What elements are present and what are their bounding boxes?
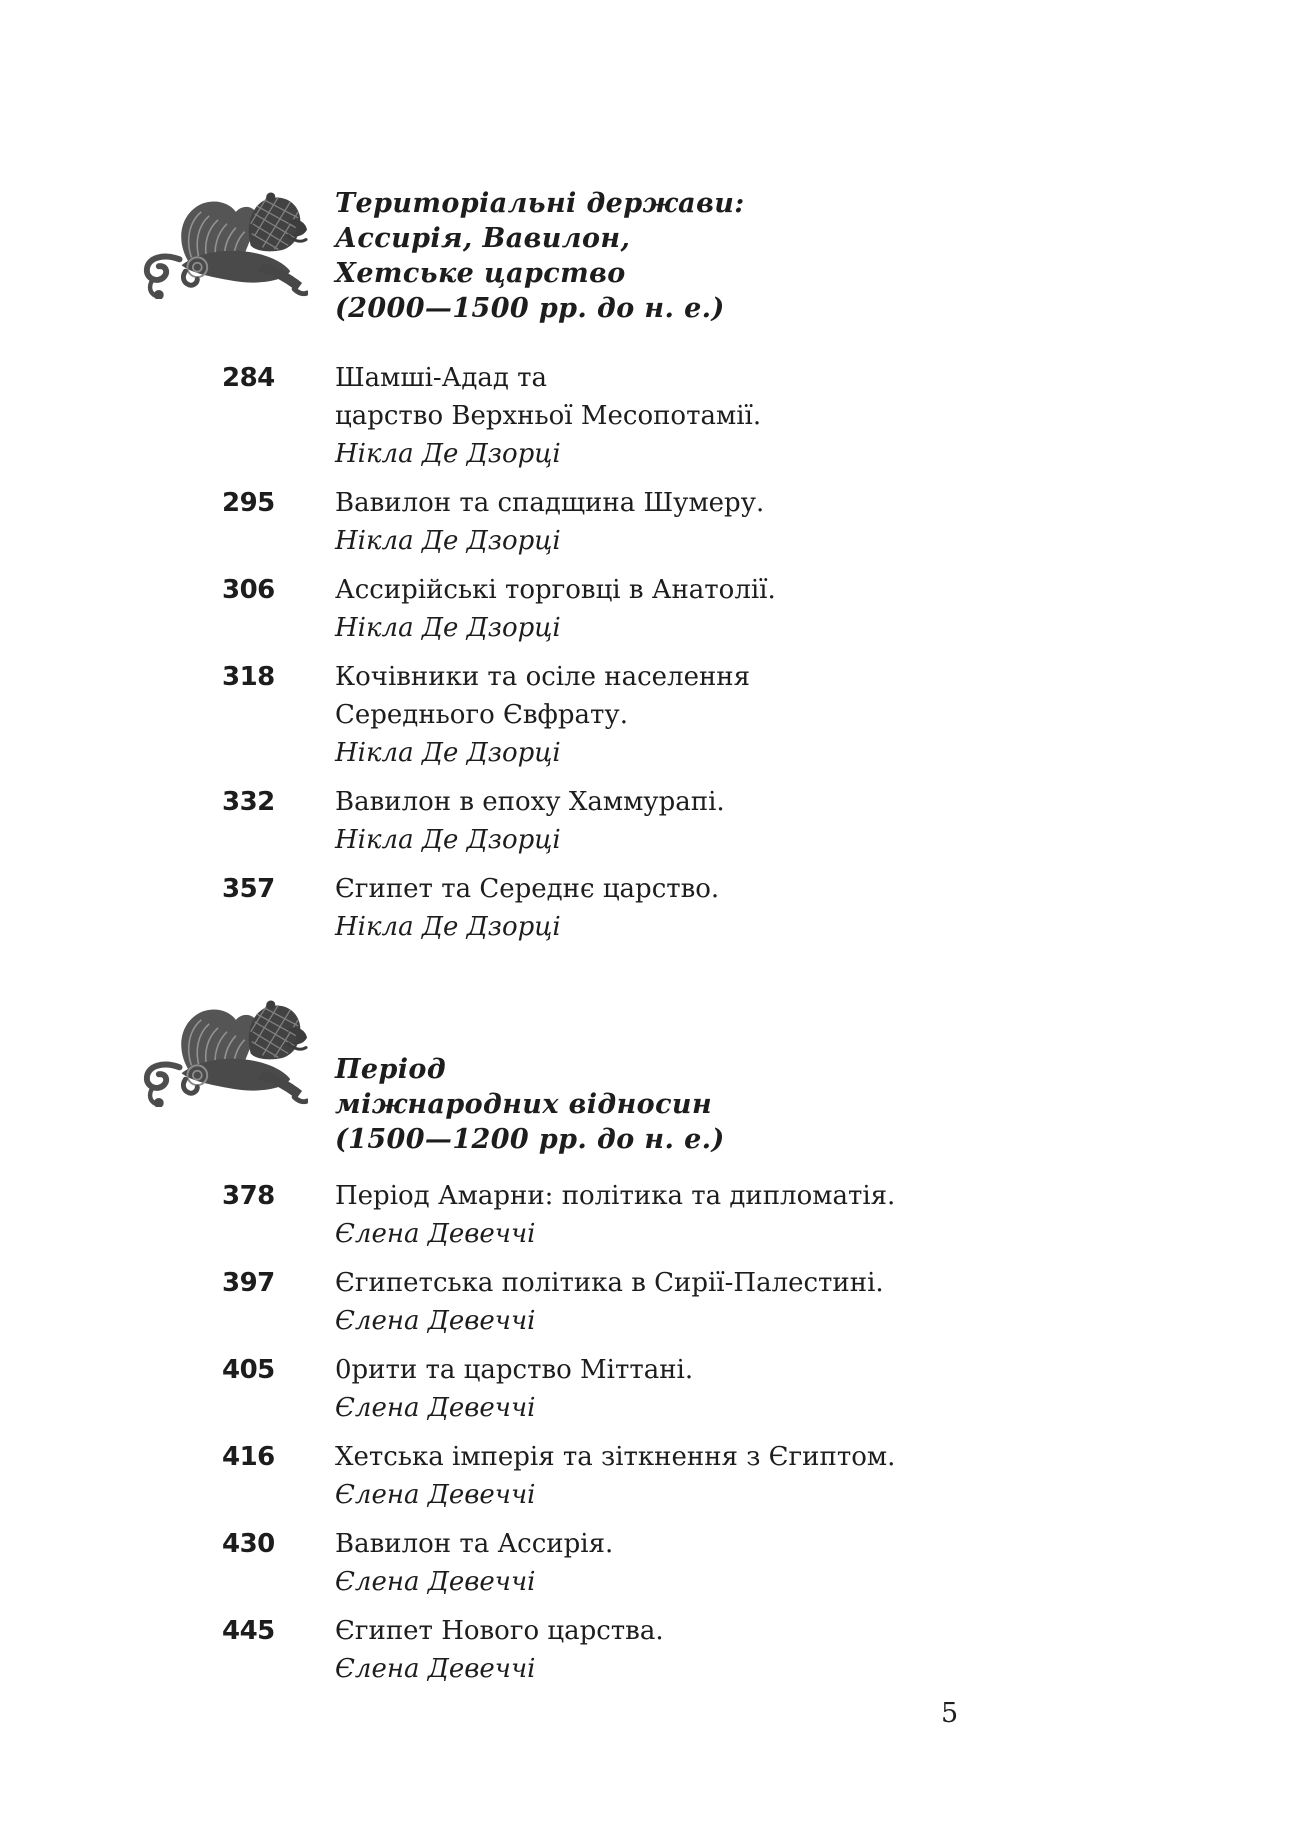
entry-title xyxy=(335,870,719,908)
entry-page-number: 332 xyxy=(222,787,275,817)
entry-page-number: 318 xyxy=(222,662,275,692)
toc-section xyxy=(140,998,1100,1688)
toc-section xyxy=(140,186,1100,946)
entry-author: Нікла Де Дзорці xyxy=(335,738,561,768)
section-header xyxy=(140,186,1100,326)
entry-title-line: Єгипет Нового царства. xyxy=(335,1616,664,1646)
entry-title-line: 0рити та царство Міттані. xyxy=(335,1355,694,1385)
toc-entry xyxy=(222,571,1100,647)
entry-page-number: 445 xyxy=(222,1616,275,1646)
entry-title xyxy=(335,1351,693,1389)
entry-page-number: 306 xyxy=(222,575,275,605)
entry-title-line: Вавилон в епоху Хаммурапі. xyxy=(335,787,725,817)
entry-title xyxy=(335,359,761,435)
section-title-line: (1500—1200 рр. до н. е.) xyxy=(335,1124,725,1155)
entry-body xyxy=(335,1351,693,1427)
toc-entry xyxy=(222,1612,1100,1688)
entry-title xyxy=(335,571,776,609)
entry-author: Єлена Девеччі xyxy=(335,1480,536,1510)
entry-body xyxy=(335,1612,664,1688)
entry-body xyxy=(335,571,776,647)
entry-author: Єлена Девеччі xyxy=(335,1306,536,1336)
entry-title xyxy=(335,1177,895,1215)
page-number: 5 xyxy=(941,1698,959,1729)
toc-entry xyxy=(222,783,1100,859)
entry-title-line: Вавилон та спадщина Шумеру. xyxy=(335,488,765,518)
entry-author: Нікла Де Дзорці xyxy=(335,912,561,942)
entry-title-line: Єгипетська політика в Сирії-Палестині. xyxy=(335,1268,884,1298)
section-title xyxy=(335,998,725,1157)
entry-body xyxy=(335,1264,884,1340)
section-title xyxy=(335,186,745,326)
section-title-line: Ассирія, Вавилон, xyxy=(335,223,631,254)
entry-title-line: Вавилон та Ассирія. xyxy=(335,1529,614,1559)
entry-author: Нікла Де Дзорці xyxy=(335,825,561,855)
toc-entry xyxy=(222,1525,1100,1601)
section-entries xyxy=(222,1177,1100,1688)
entry-title-line: Середнього Євфрату. xyxy=(335,700,628,730)
entry-title-line: Шамші-Адад та xyxy=(335,363,548,393)
toc-entry xyxy=(222,1438,1100,1514)
entry-author: Єлена Девеччі xyxy=(335,1654,536,1684)
section-title-line: міжнародних відносин xyxy=(335,1089,713,1120)
entry-body xyxy=(335,484,764,560)
entry-author: Єлена Девеччі xyxy=(335,1393,536,1423)
entry-author: Нікла Де Дзорці xyxy=(335,613,561,643)
toc-entry xyxy=(222,658,1100,772)
entry-page-number: 416 xyxy=(222,1442,275,1472)
entry-author: Нікла Де Дзорці xyxy=(335,526,561,556)
entry-author: Нікла Де Дзорці xyxy=(335,439,561,469)
entry-title xyxy=(335,658,750,734)
entry-title xyxy=(335,1438,895,1476)
entry-title xyxy=(335,1525,613,1563)
toc-entry xyxy=(222,1177,1100,1253)
entry-title xyxy=(335,484,764,522)
entry-title xyxy=(335,783,725,821)
entry-body xyxy=(335,870,719,946)
entry-page-number: 378 xyxy=(222,1181,275,1211)
winged-lion-fibula-icon xyxy=(140,998,335,1107)
entry-body xyxy=(335,1438,895,1514)
entry-page-number: 405 xyxy=(222,1355,275,1385)
toc-entry xyxy=(222,359,1100,473)
toc-entry xyxy=(222,1264,1100,1340)
entry-author: Єлена Девеччі xyxy=(335,1567,536,1597)
entry-page-number: 430 xyxy=(222,1529,275,1559)
section-title-line: Період xyxy=(335,1054,447,1085)
entry-author: Єлена Девеччі xyxy=(335,1219,536,1249)
entry-body xyxy=(335,359,761,473)
entry-title-line: Кочівники та осіле населення xyxy=(335,662,751,692)
entry-page-number: 397 xyxy=(222,1268,275,1298)
section-title-line: Територіальні держави: xyxy=(335,188,745,219)
section-header xyxy=(140,998,1100,1157)
section-title-line: (2000—1500 рр. до н. е.) xyxy=(335,293,725,324)
toc-entry xyxy=(222,870,1100,946)
entry-body xyxy=(335,1525,613,1601)
entry-title xyxy=(335,1612,664,1650)
entry-title-line: Хетська імперія та зіткнення з Єгиптом. xyxy=(335,1442,896,1472)
entry-title xyxy=(335,1264,884,1302)
entry-title-line: царство Верхньої Месопотамії. xyxy=(335,401,762,431)
toc-entry xyxy=(222,1351,1100,1427)
section-entries xyxy=(222,359,1100,946)
entry-body xyxy=(335,1177,895,1253)
toc-entry xyxy=(222,484,1100,560)
entry-title-line: Ассирійські торговці в Анатолії. xyxy=(335,575,776,605)
entry-title-line: Період Амарни: політика та дипломатія. xyxy=(335,1181,896,1211)
winged-lion-fibula-icon xyxy=(140,186,335,299)
entry-title-line: Єгипет та Середнє царство. xyxy=(335,874,720,904)
entry-body xyxy=(335,783,725,859)
entry-page-number: 357 xyxy=(222,874,275,904)
entry-page-number: 295 xyxy=(222,488,275,518)
entry-body xyxy=(335,658,750,772)
toc-content xyxy=(140,186,1100,1699)
section-title-line: Хетське царство xyxy=(335,258,626,289)
entry-page-number: 284 xyxy=(222,363,275,393)
